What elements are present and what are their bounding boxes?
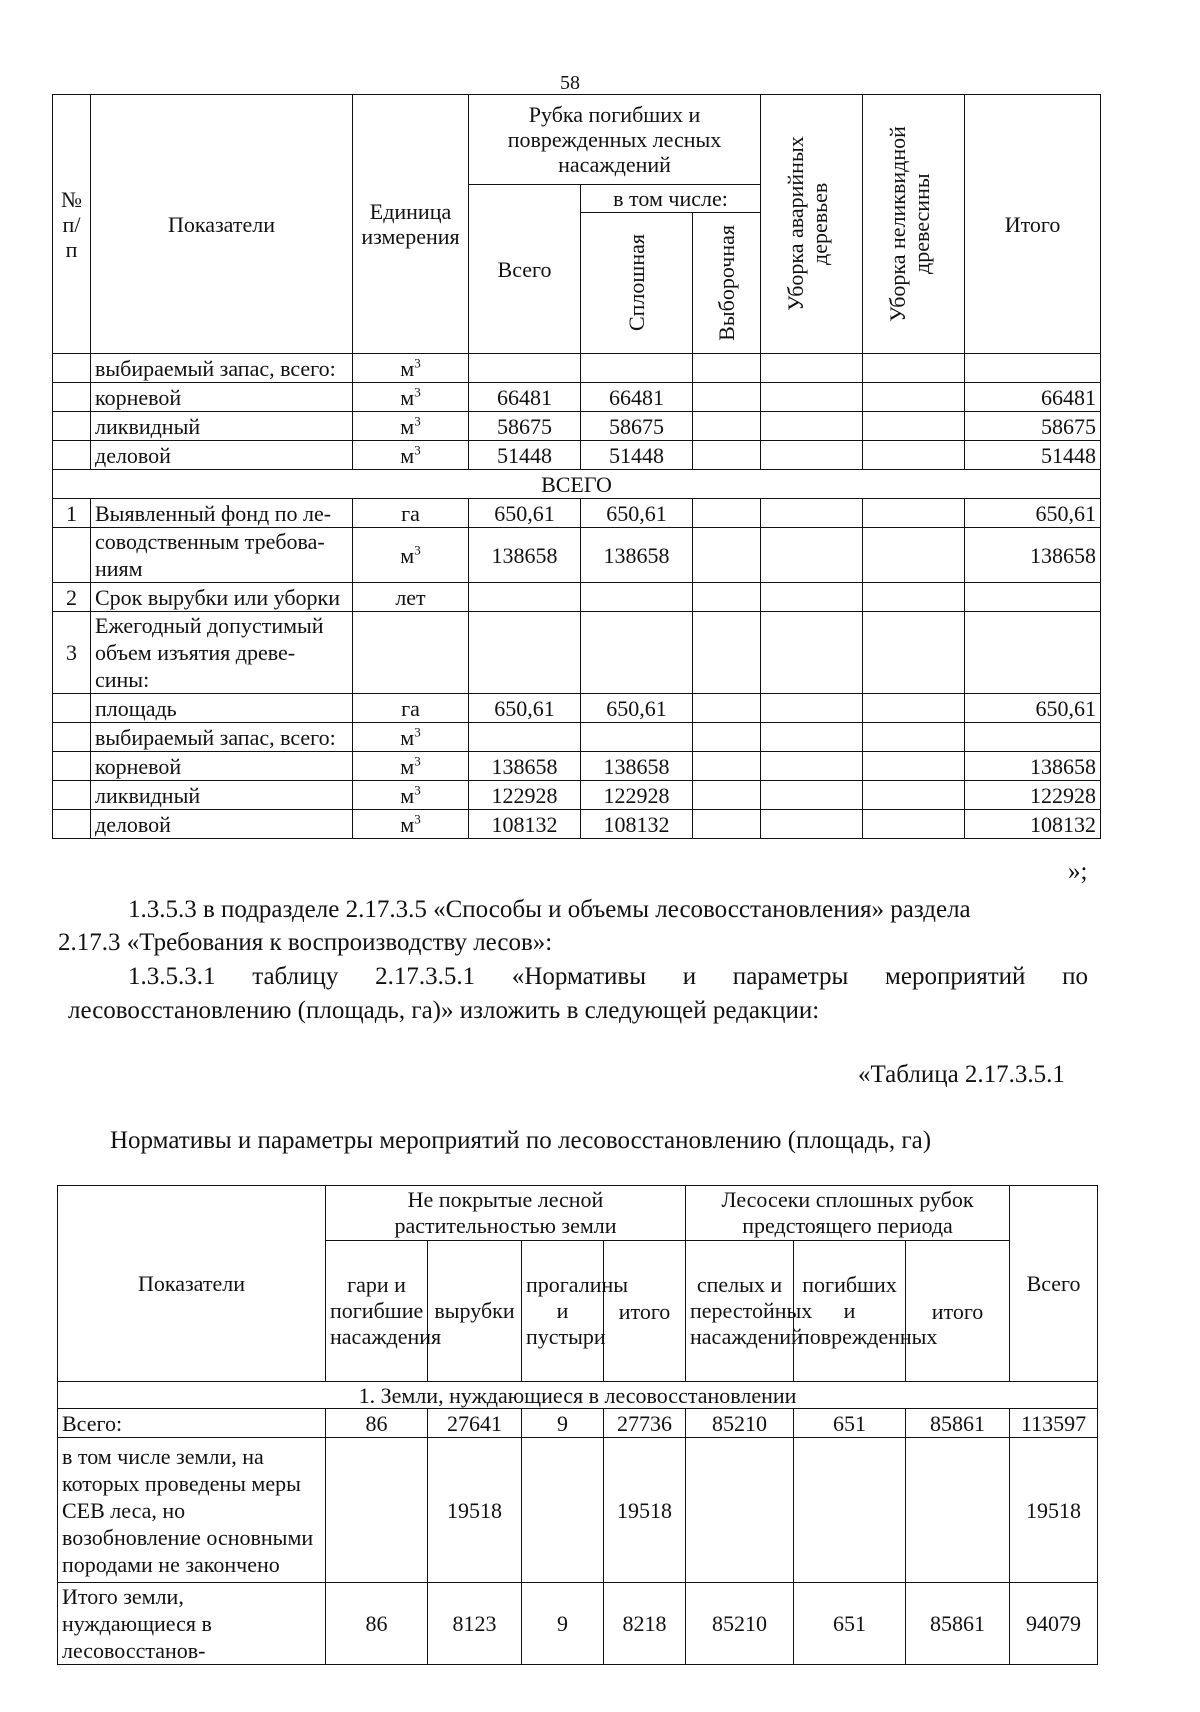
cell-itogo1: 8218 [604, 1583, 686, 1665]
cell-unit: $м^3$ [353, 810, 469, 839]
paragraph-1-line-1: 1.3.5.3 в подразделе 2.17.3.5 «Способы и объемы лесовосстановления» раздела [128, 896, 971, 923]
cell-label: ликвидный [91, 412, 353, 441]
table-row [53, 752, 1101, 781]
section-title: ВСЕГО [53, 470, 1101, 499]
cell-unit: $м^3$ [353, 528, 469, 583]
cell-burns [326, 1438, 428, 1583]
cell-unit: $м^3$ [353, 723, 469, 752]
cell-cuttings: 27641 [428, 1409, 522, 1438]
header-cuttings: вырубки [428, 1241, 522, 1382]
cell-unit: $м^3$ [353, 781, 469, 810]
cell-num: 1 [53, 499, 91, 528]
table-row [53, 441, 1101, 470]
table-row [53, 781, 1101, 810]
table-row [53, 354, 1101, 383]
cell-itogo1: 19518 [604, 1438, 686, 1583]
cell-burns: 86 [326, 1583, 428, 1665]
cell-total: 650,61 [469, 499, 581, 528]
cell-clear: 66481 [581, 383, 693, 412]
cell-itogo: 650,61 [965, 694, 1101, 723]
table-caption: «Таблица 2.17.3.5.1 [858, 1061, 1065, 1088]
cell-itogo: 650,61 [965, 499, 1101, 528]
cell-clear: 650,61 [581, 499, 693, 528]
cell-unit: $м^3$ [353, 354, 469, 383]
paragraph-2-line-2: лесовосстановлению (площадь, га)» изложить в следующей редакции: [68, 997, 820, 1024]
cell-glades: 9 [522, 1583, 604, 1665]
cell-damaged: 651 [794, 1583, 906, 1665]
header-selective: Выборочная [693, 213, 761, 354]
cell-label: Итого земли, нуждающиеся в лесовосстанов- [58, 1583, 326, 1665]
cell-itogo: 138658 [965, 752, 1101, 781]
header-indicators: Показатели [91, 95, 353, 354]
cell-label: соводственным требова- ниям [91, 528, 353, 583]
cell-total: 108132 [469, 810, 581, 839]
header-unit: Единица измерения [353, 95, 469, 354]
felling-table [52, 94, 1101, 839]
cell-label: Ежегодный допустимый объем изъятия древе- сины: [91, 612, 353, 694]
cell-glades: 9 [522, 1409, 604, 1438]
cell-label: Выявленный фонд по ле- [91, 499, 353, 528]
header-emergency: Уборка аварийных деревьев [761, 95, 863, 354]
table-row [53, 383, 1101, 412]
cell-itogo: 108132 [965, 810, 1101, 839]
cell-total [469, 354, 581, 383]
table-row [58, 1409, 1098, 1438]
cell-unit: $м^3$ [353, 412, 469, 441]
cell-clear: 650,61 [581, 694, 693, 723]
cell-unit: $м^3$ [353, 383, 469, 412]
closing-quote: »; [1068, 858, 1088, 885]
header-not-covered: Не покрытые лесной растительностью земли [326, 1186, 686, 1241]
cell-glades [522, 1438, 604, 1583]
header-itogo: Итого [965, 95, 1101, 354]
cell-clear: 51448 [581, 441, 693, 470]
cell-clear: 138658 [581, 752, 693, 781]
cell-label: корневой [91, 383, 353, 412]
cell-itogo: 66481 [965, 383, 1101, 412]
cell-label: площадь [91, 694, 353, 723]
header-damaged: погибших и поврежденных [794, 1241, 906, 1382]
cell-itogo: 122928 [965, 781, 1101, 810]
cell-itogo: 51448 [965, 441, 1101, 470]
reforestation-table [57, 1185, 1098, 1665]
cell-label: Срок вырубки или уборки [91, 583, 353, 612]
cell-unit: га [353, 694, 469, 723]
cell-mature: 85210 [686, 1409, 794, 1438]
table-row [53, 612, 1101, 694]
cell-total: 66481 [469, 383, 581, 412]
cell-num: 3 [53, 612, 91, 694]
cell-clear: 138658 [581, 528, 693, 583]
cell-num [53, 354, 91, 383]
header-illiquid: Уборка неликвидной древесины [863, 95, 965, 354]
header-clear: Сплошная [581, 213, 693, 354]
paragraph-2-line-1: 1.3.5.3.1 таблицу 2.17.3.5.1 «Нормативы и параметры мероприятий по [128, 963, 1088, 990]
cell-unit: $м^3$ [353, 752, 469, 781]
section-title: 1. Земли, нуждающиеся в лесовосстановлении [58, 1382, 1098, 1409]
cell-burns: 86 [326, 1409, 428, 1438]
table-row [53, 499, 1101, 528]
header-including: в том числе: [581, 185, 761, 213]
header-felling: Рубка погибших и поврежденных лесных насаждений [469, 95, 761, 185]
cell-mature [686, 1438, 794, 1583]
paragraph-1-line-2: 2.17.3 «Требования к воспроизводству лесов»: [58, 929, 553, 956]
cell-label: выбираемый запас, всего: [91, 354, 353, 383]
header-glades: прогалины и пустыри [522, 1241, 604, 1382]
cell-itogo: 138658 [965, 528, 1101, 583]
cell-label: корневой [91, 752, 353, 781]
cell-total: 94079 [1010, 1583, 1098, 1665]
cell-total: 650,61 [469, 694, 581, 723]
cell-total [469, 723, 581, 752]
header-num: № п/п [53, 95, 91, 354]
cell-damaged: 651 [794, 1409, 906, 1438]
cell-clear: 108132 [581, 810, 693, 839]
header-indicators: Показатели [58, 1186, 326, 1382]
header-total: Всего [1010, 1186, 1098, 1382]
cell-label: ликвидный [91, 781, 353, 810]
cell-clear: 58675 [581, 412, 693, 441]
cell-total: 122928 [469, 781, 581, 810]
table-row [53, 810, 1101, 839]
cell-itogo2: 85861 [906, 1409, 1010, 1438]
table-row [53, 694, 1101, 723]
header-burns: гари и погибшие насаждения [326, 1241, 428, 1382]
cell-clear [581, 354, 693, 383]
cell-label: выбираемый запас, всего: [91, 723, 353, 752]
cell-mature: 85210 [686, 1583, 794, 1665]
cell-itogo2 [906, 1438, 1010, 1583]
table-row [53, 723, 1101, 752]
cell-cuttings: 8123 [428, 1583, 522, 1665]
table-row [58, 1583, 1098, 1665]
table-row [58, 1438, 1098, 1583]
header-itogo1: итого [604, 1241, 686, 1382]
cell-total: 58675 [469, 412, 581, 441]
page-number: 58 [560, 72, 580, 94]
cell-label: в том числе земли, на которых проведены меры СЕВ леса, но возобновление основными породами не закончено [58, 1438, 326, 1583]
header-mature: спелых и перестойных насаждений [686, 1241, 794, 1382]
cell-label: Всего: [58, 1409, 326, 1438]
cell-clear: 122928 [581, 781, 693, 810]
cell-label: деловой [91, 810, 353, 839]
cell-label: деловой [91, 441, 353, 470]
cell-total: 138658 [469, 752, 581, 781]
cell-unit: $м^3$ [353, 441, 469, 470]
cell-clear [581, 723, 693, 752]
cell-itogo [965, 354, 1101, 383]
cell-total: 19518 [1010, 1438, 1098, 1583]
cell-itogo1: 27736 [604, 1409, 686, 1438]
cell-total: 138658 [469, 528, 581, 583]
header-clearcuts: Лесосеки сплошных рубок предстоящего периода [686, 1186, 1010, 1241]
cell-num: 2 [53, 583, 91, 612]
cell-total: 113597 [1010, 1409, 1098, 1438]
cell-unit: лет [353, 583, 469, 612]
table-row [53, 528, 1101, 583]
cell-unit: га [353, 499, 469, 528]
cell-damaged [794, 1438, 906, 1583]
table-title: Нормативы и параметры мероприятий по лесовосстановлению (площадь, га) [110, 1127, 932, 1154]
cell-itogo: 58675 [965, 412, 1101, 441]
cell-itogo2: 85861 [906, 1583, 1010, 1665]
table-row [53, 412, 1101, 441]
header-itogo2: итого [906, 1241, 1010, 1382]
cell-itogo [965, 723, 1101, 752]
table-row [53, 583, 1101, 612]
header-total: Всего [469, 185, 581, 354]
cell-cuttings: 19518 [428, 1438, 522, 1583]
cell-total: 51448 [469, 441, 581, 470]
